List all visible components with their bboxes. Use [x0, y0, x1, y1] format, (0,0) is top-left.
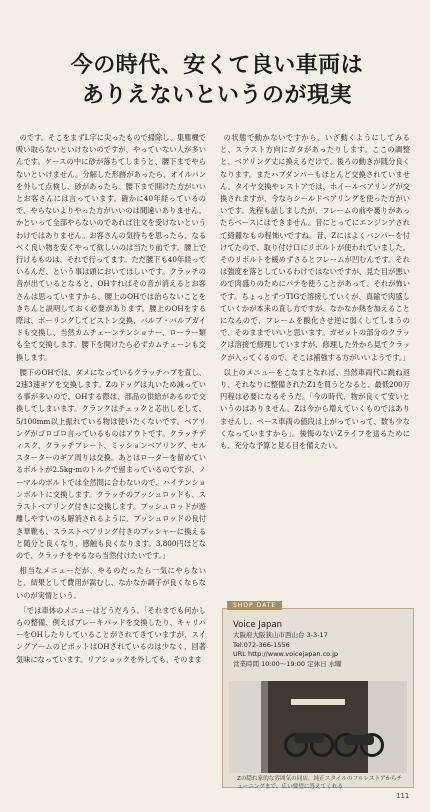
shop-data-tag: SHOP DATE [227, 601, 282, 610]
shop-sign [291, 699, 344, 705]
body-paragraph: 以上のメニューをこなすとなれば、当然車両代に跳ね返り、それなりに整備されたZ1を買うとなると、最低200万円程は必要になるそうだ。「今の時代、物が良くて安いというのはありません。Zは今から増えていくものではありませんし、ベース車両の値段は上がっていって、数も少なくなっていますから」。後悔のないZライフを送るためにも、充分な予算と見る目を備えたい。 [220, 367, 410, 451]
shop-url: URL http://www.voicejapan.co.jp [233, 650, 339, 658]
body-paragraph: のです。そこをまずL字に尖ったもので掃除し、集塵機で吸い取らないといけないのですが、やっていない人が多いんです。ケースの中に砂が落ちてしまうと、腰下までやらないといけません。分解した形跡があったら、オイルパンを外して点検し、砂があったら、腰下まで開けた方がいいとお客さんには言っています。確かに40年経っているので、やらないよりやった方がいいのは間違いありません。かといって全部やらないのであれば注文を受けないというわけではありません。お客さんの気持ちを思ったら、なるべく良い物を安くやって欲しいのは当たり前です。腰上で行けるものは、それで行ってます。ただ腰下も40年経っているんだ、という事は頭においてほしいです。クラッチの音が出ているとなると、OHすればその音が消えるとお客さんは思っていますから、腰上のOHでは治らないことをきちんと説明しておく必要があります。腰上のOHをする際は、ボーリングしてピストン交換、バルブ・バルブガイドも交換し、当然カムチェーンテンショナー、ローラー類も全て交換します。腰下を開けたら必ずカムチェーンも交換します。 [16, 133, 206, 362]
body-paragraph: 腰下のOHでは、ダメになっているクラッチハブを直し、2速3速ギアを交換します。Zのドッグは丸いため減っている事が多いので、OHする際は、部品の供給があるので交換してしまいます。クランクはチェックと芯出しをして、5/100mm以上振れている物は使いたくないです。ベアリングがゴロゴロ言っているものはアウトです。クラッチディスク、クラッチプレート、ミッションベアリング、セルスターターのギア周りは交換。あとはローターを留めているボルトが2.5kg-mのトルクで留まっているのですが、ノーマルのボルトでは全然問に合わないので、ハイテンションボルトに交換します。クラッチのプッシュロッドも、スラストベアリング付きに交換します。プッシュロッドが遊離しやすいのも解消されるように、プッシュロッドの良付き華靴も、スラストベアリング付きのプッシャーに換えると随分と良くなり、感触も良くなります。3,800円ほどなので、クラッチをやるなら当然付けたいです。」 [16, 367, 206, 560]
shop-data-box [222, 602, 414, 790]
shop-tel: Tel.072-366-1556 [233, 640, 290, 649]
body-paragraph: 「では車体のメニューはどうだろう。「それまでも何かしらの整備、例えばブレーキパッドを交換したり、キャリパーをOHしたりしていることがされてきていますが、スイングアームのピボットはOHされているのは少なく、回著気味になっています。リアショックを外しても、そのまま [16, 605, 206, 664]
shop-facade [229, 681, 407, 773]
motorcycle-image [284, 731, 334, 757]
shop-address: 大阪府大阪狭山市西山台 3-3-17 [233, 631, 328, 639]
shop-info [233, 619, 408, 669]
headline-line-2: ありえないというのが現実 [81, 82, 352, 108]
body-column-left [16, 132, 206, 792]
page-number: 111 [396, 792, 410, 800]
body-paragraph: 相当なメニューだが、やるのだったら一気にやらないと、結果として費用が嵩むし、なかなか調子が良くならないのが実情という。 [16, 566, 206, 600]
article-headline [22, 50, 412, 110]
shop-photo [229, 681, 407, 773]
headline-line-1: 今の時代、安くて良い車両は [70, 52, 364, 78]
motorcycle-image [334, 733, 384, 757]
shop-hours: 営業時間 10:00〜19:00 定休日 水曜 [233, 659, 342, 668]
body-paragraph: の状態で動かないですから、いざ動くようにしてみると、スラスト方向にガタがあったりします。ここの調整と、ベアリング丈に換えるだけで、後ろの動きが随分良くなります。またハブダンパーもほとんど交換されていません。タイヤ交換やレストアでは、ホイールベアリングが交換されますが、今ならシールドベアリングを使った方がいいです。先程も話しましたが、フレームの前や裏りがあったらベースにはできません。昔にとってにエンジンアされて綺麗なもの程怖いですね。昔、Zにはよくバンパーを付けてたので、取り付け口にリボルトが使われていました。そのリボルトを緩めずさるとフレームが凹むんです。それは強度を落としているわけではないですが、見た目が悪いので肉盛りのためにパテを使うことがあって、それが怖いです。ちょっとずつTIGで溶接していくが、真鍮で肉盛していくかが本来の直し方ですが、なかなか熱を加えることになるので、フレームを酸化させ逆に弱くしてしまうので、そのままでいいと思います。ガゼットの部分のクラックは溶接で修理していますが、修理した外から見てクラックが入ってくるので、そこは補強する方がいいようです。」 [220, 133, 410, 362]
photo-caption: Zの隠れ家的な雰囲気の同店。純正スタイルのフルレストアからチューニングまで、広い要望に答えてくれる [237, 776, 403, 790]
shop-name: Voice Japan [233, 620, 283, 630]
body-column-right [220, 132, 410, 602]
